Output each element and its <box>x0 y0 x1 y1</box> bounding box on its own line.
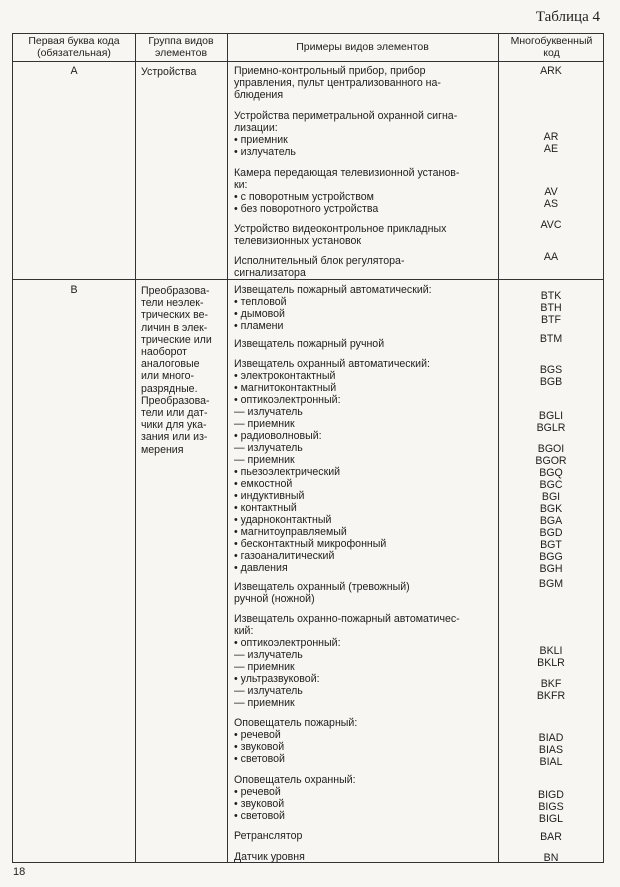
element-code: BGA <box>539 515 563 527</box>
header-divider <box>13 61 603 62</box>
example-text: Исполнительный блок регулятора- <box>234 255 405 267</box>
example-text: • газоаналитический <box>234 550 335 562</box>
example-text: • бесконтактный микрофонный <box>234 538 387 550</box>
example-text: • с поворотным устройством <box>234 191 374 203</box>
group-name: Устройства <box>141 66 197 78</box>
element-code: BIAL <box>539 756 563 768</box>
element-code: AA <box>543 251 559 263</box>
element-code: BTH <box>540 302 562 314</box>
example-text: • звуковой <box>234 741 285 753</box>
page-number: 18 <box>13 866 26 878</box>
example-text: • световой <box>234 810 285 822</box>
example-text: • радиоволновый: <box>234 430 322 442</box>
example-text: сигнализатора <box>234 267 306 279</box>
example-text: • пьезоэлектрический <box>234 466 341 478</box>
element-code: BGH <box>539 563 563 575</box>
example-text: — излучатель <box>234 442 303 454</box>
element-code: ARK <box>540 65 562 77</box>
example-text: блюдения <box>234 89 284 101</box>
element-code: BTK <box>540 290 562 302</box>
element-code: BGT <box>540 539 562 551</box>
example-text: • электроконтактный <box>234 370 336 382</box>
example-text: • дымовой <box>234 308 285 320</box>
element-code: BKLI <box>539 645 563 657</box>
example-text: Извещатель пожарный автоматический: <box>234 284 432 296</box>
example-text: — излучатель <box>234 649 303 661</box>
element-code: AVC <box>540 219 562 231</box>
example-text: Извещатель охранно-пожарный автоматичес- <box>234 613 460 625</box>
example-text: • речевой <box>234 729 281 741</box>
example-text: • ударноконтактный <box>234 514 332 526</box>
example-text: Устройство видеоконтрольное прикладных <box>234 223 447 235</box>
example-text: • без поворотного устройства <box>234 203 379 215</box>
example-text: • магнитоуправляемый <box>234 526 347 538</box>
example-text: • звуковой <box>234 798 285 810</box>
example-text: кий: <box>234 625 254 637</box>
example-text: — приемник <box>234 697 295 709</box>
element-code: AE <box>543 143 559 155</box>
element-code: BAR <box>540 831 562 843</box>
element-code: BGOR <box>535 455 567 467</box>
example-text: • давления <box>234 562 288 574</box>
example-text: • магнитоконтактный <box>234 382 337 394</box>
example-text: Камера передающая телевизионной установ- <box>234 167 460 179</box>
element-code: BGC <box>539 479 563 491</box>
first-letter: A <box>70 65 78 77</box>
element-code: BIGD <box>538 789 564 801</box>
element-code: BTF <box>540 314 561 326</box>
table-title: Таблица 4 <box>535 9 600 25</box>
example-text: • пламени <box>234 320 284 332</box>
example-text: Ретранслятор <box>234 830 303 842</box>
element-code: BGLR <box>536 422 566 434</box>
example-text: Извещатель охранный (тревожный) <box>234 581 410 593</box>
code-table <box>12 33 604 863</box>
example-text: Извещатель пожарный ручной <box>234 338 385 350</box>
example-text: Извещатель охранный автоматический: <box>234 358 430 370</box>
element-code: BGOI <box>537 443 565 455</box>
header-first-letter: Первая буква кода (обязательная) <box>28 35 120 59</box>
element-code: BGS <box>539 364 563 376</box>
element-code: AS <box>543 198 559 210</box>
element-code: BGM <box>538 578 564 590</box>
element-code: BIGL <box>538 813 564 825</box>
element-code: BKF <box>540 678 562 690</box>
example-text: лизации: <box>234 122 278 134</box>
example-text: управления, пульт централизованного на- <box>234 77 441 89</box>
element-code: BGI <box>541 491 561 503</box>
example-text: — приемник <box>234 454 295 466</box>
header-examples: Примеры видов элементов <box>296 40 429 53</box>
example-text: ки: <box>234 179 248 191</box>
column-divider <box>227 34 228 862</box>
element-code: BGLI <box>538 410 564 422</box>
example-text: • оптикоэлектронный: <box>234 394 341 406</box>
column-divider <box>135 34 136 862</box>
element-code: BGQ <box>539 467 563 479</box>
element-code: BGK <box>539 503 563 515</box>
example-text: телевизионных установок <box>234 235 361 247</box>
example-text: • ультразвуковой: <box>234 673 320 685</box>
element-code: BIAD <box>538 732 564 744</box>
element-code: BTM <box>539 333 563 345</box>
example-text: • оптикоэлектронный: <box>234 637 341 649</box>
example-text: Датчик уровня <box>234 851 305 863</box>
element-code: AV <box>544 186 558 198</box>
example-text: Устройства периметральной охранной сигна- <box>234 110 458 122</box>
group-name: Преобразова- тели неэлек- трических ве- личин в элек- трические или наоборот аналоговые или много- разрядные. Преобразова- тели или дат- чики для ука- зания или из- мерения <box>141 285 212 456</box>
element-code: BIAS <box>538 744 564 756</box>
example-text: ручной (ножной) <box>234 593 315 605</box>
example-text: — излучатель <box>234 406 303 418</box>
example-text: • контактный <box>234 502 297 514</box>
example-text: — приемник <box>234 418 295 430</box>
example-text: • световой <box>234 753 285 765</box>
element-code: BGG <box>539 551 563 563</box>
element-code: BGD <box>539 527 563 539</box>
example-text: — приемник <box>234 661 295 673</box>
element-code: AR <box>543 131 559 143</box>
example-text: • тепловой <box>234 296 287 308</box>
example-text: — излучатель <box>234 685 303 697</box>
element-code: BKFR <box>536 690 566 702</box>
element-code: BN <box>543 852 559 864</box>
example-text: Оповещатель охранный: <box>234 774 356 786</box>
header-code: Многобуквенный код <box>510 35 593 59</box>
header-group: Группа видов элементов <box>148 35 214 59</box>
element-code: BGB <box>539 376 563 388</box>
example-text: • приемник <box>234 134 288 146</box>
example-text: • индуктивный <box>234 490 305 502</box>
element-code: BIGS <box>538 801 564 813</box>
element-code: BKLR <box>537 657 565 669</box>
example-text: • емкостной <box>234 478 293 490</box>
example-text: • речевой <box>234 786 281 798</box>
example-text: Оповещатель пожарный: <box>234 717 358 729</box>
example-text: • излучатель <box>234 146 296 158</box>
example-text: Приемно-контрольный прибор, прибор <box>234 65 426 77</box>
first-letter: B <box>70 284 78 296</box>
